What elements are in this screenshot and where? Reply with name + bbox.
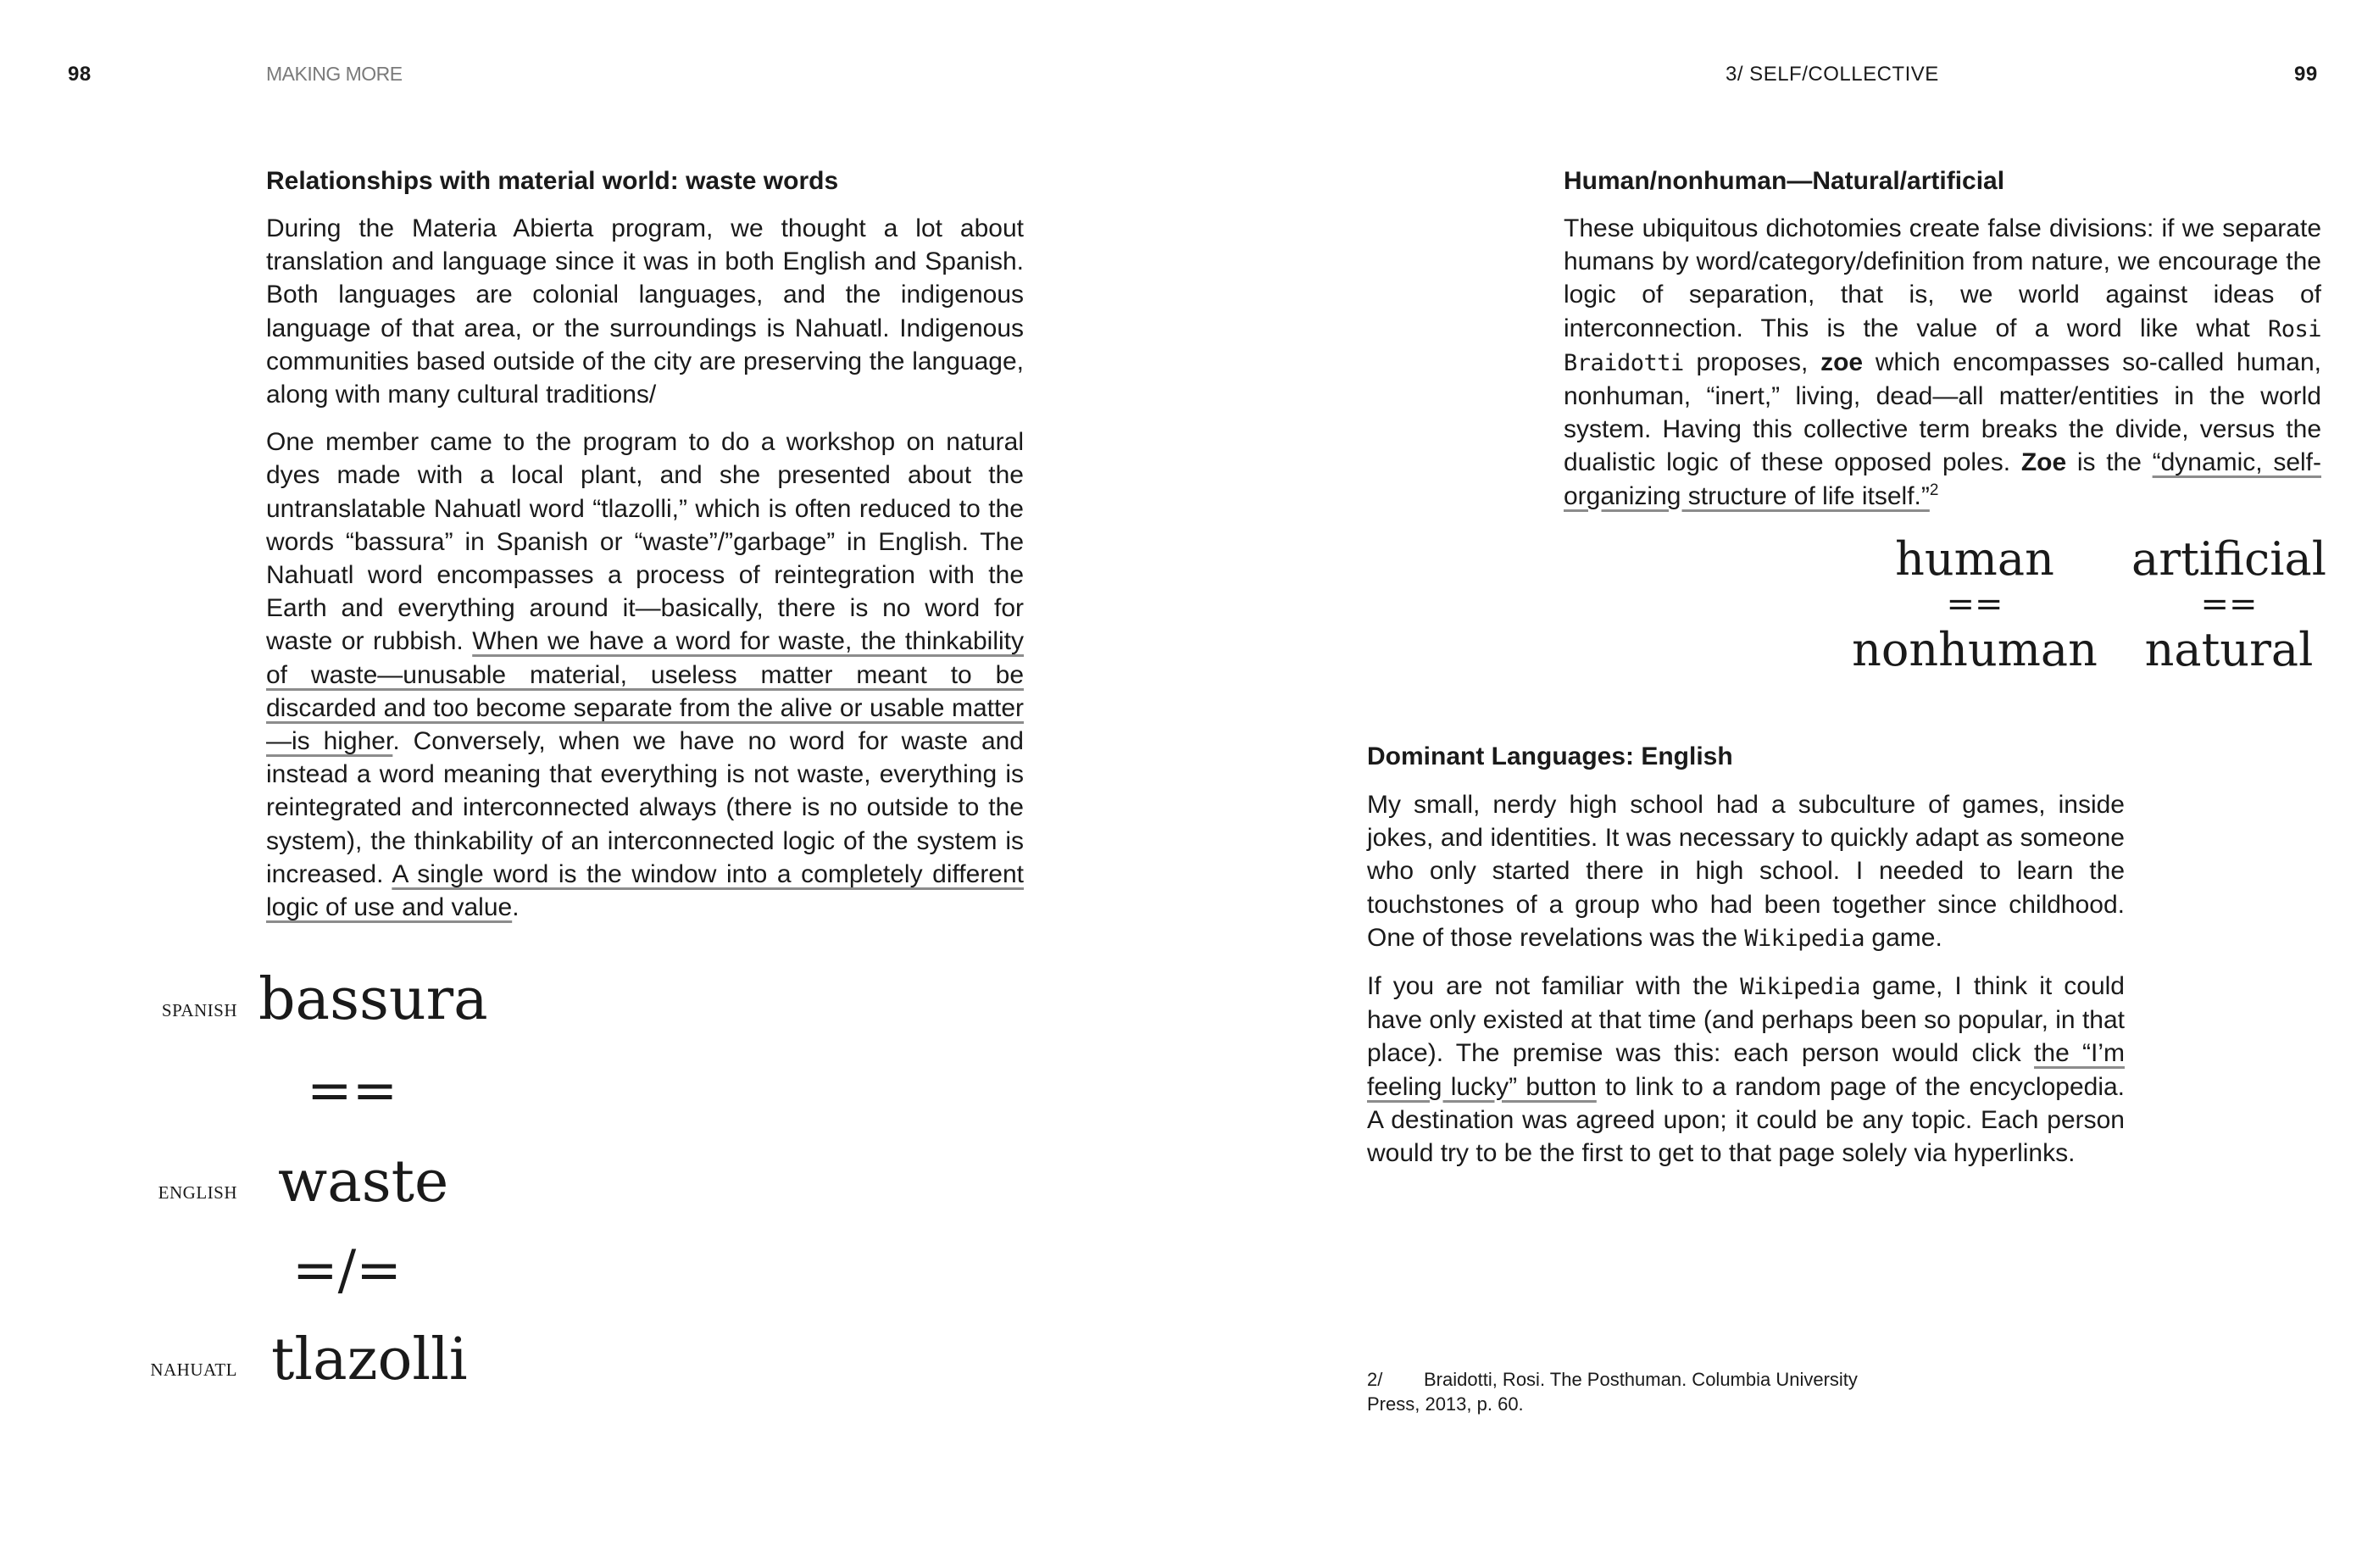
paragraph-text: These ubiquitous dichotomies create false divisions: if we separate humans by word/category/definition from nature, we encourage the logic of separation, that is, we world against ideas of interconnection. This is the value of a word like what: [1564, 214, 2321, 342]
footnote-text: Braidotti, Rosi. The Posthuman. Columbia University: [1424, 1369, 1858, 1390]
paragraph-materia-abierta: During the Materia Abierta program, we thought a lot about translation and language since it was in both English and Spanish. Both languages are colonial languages, and the indigenous language of that area, or the surroundings is Nahuatl. Indigenous communities based outside of the city are preserving the language, along with many cultural traditions/: [266, 214, 1024, 409]
term-zoe: zoe: [1820, 348, 1864, 376]
paragraph-text: . Conversely, when we have no word for waste and instead a word meaning that everything is not waste, everything is reintegrated and interconnected always (there is no outside to the system), the thinkability of an interconnected logic of the system is increased.: [266, 727, 1024, 888]
paragraph-text: One member came to the program to do a workshop on natural dyes made with a local plant, and she presented about the untranslatable Nahuatl word “tlazolli,” which is often reduced to the words “bassura” in Spanish or “waste”/”garbage” in English. The Nahuatl word encompasses a process of reintegration with the Earth and everything around it—basically, there is no word for waste or rubbish.: [266, 428, 1024, 656]
word-human: human: [1895, 532, 2054, 586]
word-waste: waste: [278, 1148, 449, 1215]
footnote: [1367, 1367, 2045, 1416]
footnote-reference: 2: [1929, 481, 1939, 499]
section-heading-waste-words: Relationships with material world: waste words: [266, 167, 839, 195]
underlined-passage-single-word: A single word is the window into a completely different logic of use and value: [266, 859, 1025, 922]
label-nahuatl: NAHUATL: [150, 1359, 237, 1380]
paragraph-text: to link to a random page of the encyclopedia. A destination was agreed upon; it could be any topic. Each person would try to be the first to get to that page solely via hyperlinks.: [1367, 1072, 2126, 1168]
paragraph-text: proposes,: [1683, 348, 1821, 376]
paragraph-text: game.: [1864, 923, 1942, 952]
label-english: ENGLISH: [158, 1182, 237, 1203]
word-bassura: bassura: [258, 966, 488, 1033]
paragraph-text: .: [512, 893, 520, 922]
equals-sign: ==: [307, 1059, 398, 1122]
word-natural: natural: [2144, 623, 2314, 676]
word-artificial: artificial: [2131, 532, 2326, 586]
footnote-text: Press, 2013, p. 60.: [1367, 1393, 1524, 1415]
equals-sign: ==: [1946, 585, 2003, 624]
term-zoe: Zoe: [2020, 448, 2067, 477]
underlined-quote-braidotti: “dynamic, self-organizing structure of life itself.”: [1564, 448, 2322, 510]
word-nonhuman: nonhuman: [1852, 623, 2098, 676]
underlined-feeling-lucky: the “I’m feeling lucky” button: [1367, 1039, 2125, 1101]
paragraph-text: game, I think it could have only existed at that time (and perhaps been so popular, in that place). The premise was this: each person would click: [1367, 972, 2125, 1068]
equals-sign: ==: [2200, 585, 2258, 624]
footnote-number: 2/: [1367, 1369, 1383, 1390]
term-wikipedia: Wikipedia: [1740, 974, 1860, 1001]
right-body-column-top: [1564, 212, 2321, 513]
paragraph-high-school: [1367, 788, 2125, 955]
left-body-column: [266, 212, 1024, 924]
paragraph-text: is the: [2066, 448, 2153, 477]
left-page-number: 98: [68, 63, 92, 86]
left-running-head: MAKING MORE: [266, 63, 403, 85]
paragraph-dichotomies: [1564, 212, 2321, 513]
right-body-column-bottom: [1367, 788, 2125, 1170]
name-rosi-braidotti: Rosi Braidotti: [1564, 315, 2321, 376]
word-tlazolli: tlazolli: [271, 1326, 468, 1393]
right-page-number: 99: [2294, 63, 2318, 86]
label-spanish: SPANISH: [161, 1000, 237, 1020]
underlined-passage-waste: When we have a word for waste, the thinkability of waste—unusable material, useless matter meant to be discarded and too become separate from the alive or usable matter—is higher: [266, 627, 1025, 756]
paragraph-text: If you are not familiar with the: [1367, 972, 1741, 1001]
paragraph-wikipedia-game: [1367, 970, 2125, 1170]
section-heading-dominant-languages: Dominant Languages: English: [1367, 742, 1733, 770]
paragraph-text: which encompasses so-called human, nonhuman, “inert,” living, dead—all matter/entities in the world system. Having this collective term breaks the divide, versus the dualistic logic of these opposed poles.: [1564, 348, 2321, 477]
right-running-head: 3/ SELF/COLLECTIVE: [1726, 63, 1939, 86]
section-heading-human-nonhuman: Human/nonhuman—Natural/artificial: [1564, 167, 2005, 195]
not-equals-sign: =/=: [292, 1239, 402, 1302]
footnote-line: [1367, 1367, 2045, 1392]
term-wikipedia: Wikipedia: [1744, 925, 1865, 952]
paragraph-tlazolli: [266, 425, 1024, 924]
paragraph-text: My small, nerdy high school had a subculture of games, inside jokes, and identities. It was necessary to quickly adapt as someone who only started there in high school. I needed to learn the touchstones of a group who had been together since childhood. One of those revelations was the: [1367, 791, 2125, 952]
